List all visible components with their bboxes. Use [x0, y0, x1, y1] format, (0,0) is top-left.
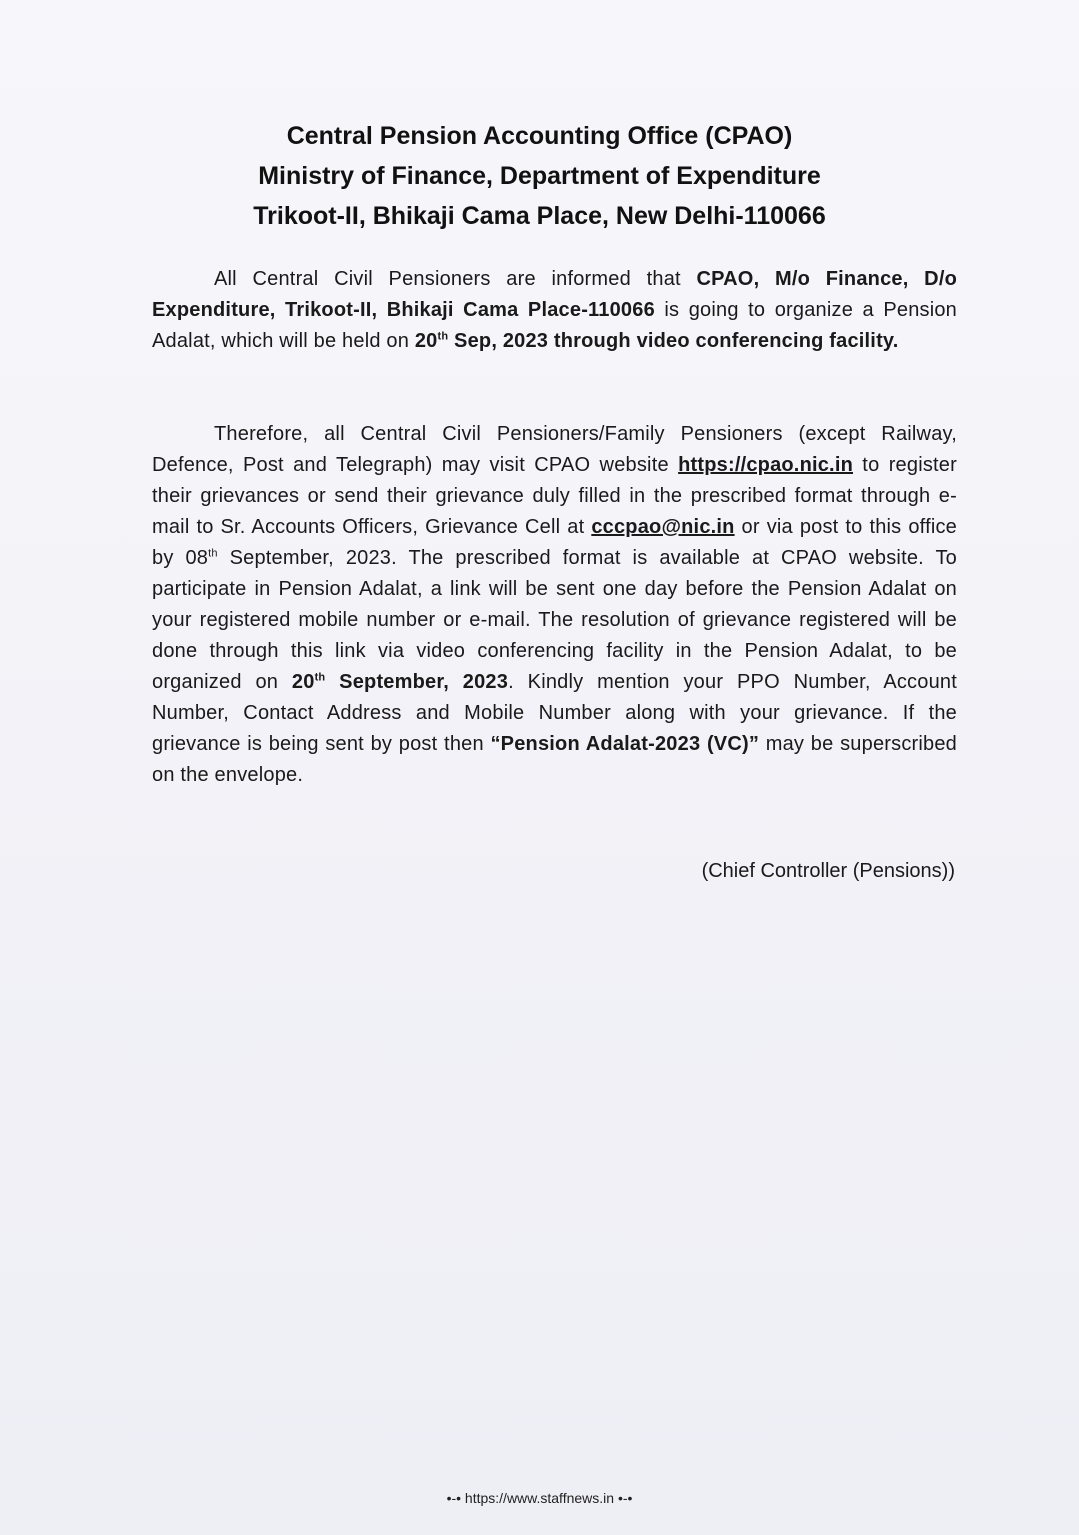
- bold-text: 20: [414, 330, 438, 352]
- text: Therefore, all Central Civil Pensioners/Family Pensioners (except Railway, Defence, Post and Telegraph) may visit CPAO website: [152, 423, 957, 476]
- office-name: Central Pension Accounting Office (CPAO): [286, 122, 793, 150]
- superscript: th: [208, 547, 218, 560]
- text: All Central Civil Pensioners are informed that: [214, 268, 697, 290]
- notice-paragraph-1: [152, 264, 957, 357]
- ministry-name: Ministry of Finance, Department of Expenditure: [258, 162, 821, 190]
- text: or via post to this office by 08: [152, 516, 957, 569]
- bold-text: September, 2023: [325, 671, 509, 693]
- bold-text: “Pension Adalat-2023 (VC)”: [490, 733, 760, 755]
- bold-text: Sep, 2023 through video conferencing facility.: [448, 330, 899, 352]
- footer-url: •-• https://www.staffnews.in •-•: [446, 1490, 633, 1506]
- superscript: th: [314, 671, 326, 684]
- signature-designation: (Chief Controller (Pensions)): [701, 860, 955, 882]
- bold-text: CPAO, M/o Finance, D/o Expenditure, Trikoot-II, Bhikaji Cama Place-110066: [152, 268, 957, 321]
- superscript: th: [437, 330, 449, 343]
- grievance-email-link[interactable]: cccpao@nic.in: [591, 516, 735, 538]
- letterhead: [0, 116, 1079, 236]
- text: may be superscribed on the envelope.: [152, 733, 957, 786]
- text: is going to organize a Pension Adalat, which will be held on: [152, 299, 958, 352]
- text: . Kindly mention your PPO Number, Account Number, Contact Address and Mobile Number along with your grievance. If the grievance is being sent by post then: [152, 671, 957, 755]
- notice-paragraph-2: [152, 419, 957, 791]
- text: to register their grievances or send their grievance duly filled in the prescribed format through e-mail to Sr. Accounts Officers, Grievance Cell at: [152, 454, 957, 538]
- cpao-website-link[interactable]: https://cpao.nic.in: [678, 454, 853, 476]
- bold-text: 20: [291, 671, 315, 693]
- text: September, 2023. The prescribed format is available at CPAO website. To participate in Pension Adalat, a link will be sent one day before the Pension Adalat on your registered mobile number or e-mail. The resolution of grievance registered will be done through this link via video conferencing facility in the Pension Adalat, to be organized on: [152, 547, 957, 693]
- office-address: Trikoot-II, Bhikaji Cama Place, New Delhi-110066: [253, 202, 826, 230]
